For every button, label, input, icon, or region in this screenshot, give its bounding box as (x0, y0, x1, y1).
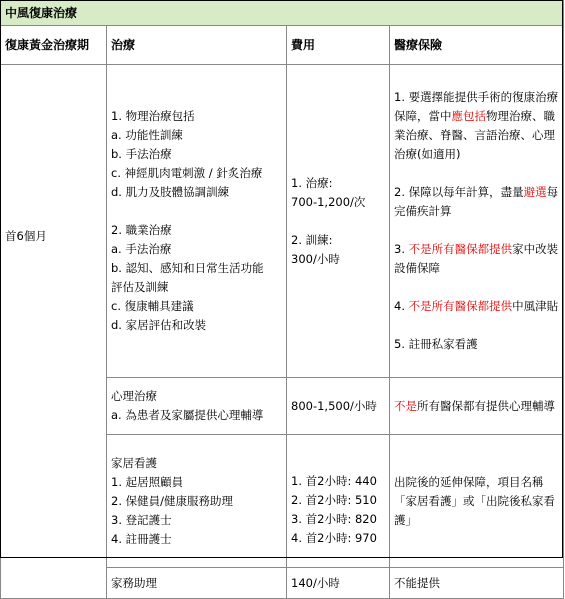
ot-item: 評估及訓練 (111, 280, 169, 294)
treatment-item: a. 為患者及家屬提供心理輔導 (111, 408, 264, 422)
cost-line: 1. 首2小時: 440 (291, 474, 377, 488)
treatment-item: 3. 登記護士 (111, 512, 172, 527)
insurance-home-care: 出院後的延伸保障，項目名稱「家居看護」或「出院後私家看護」 (390, 435, 564, 568)
insurance-psychology: 不是所有醫保都有提供心理輔導 (390, 378, 564, 435)
insurance-note-3: 3. 不是所有醫保都提供家中改裝設備保障 (394, 242, 559, 275)
treatment-domestic-helper: 家務助理 (107, 568, 287, 599)
table-title: 中風復康治療 (1, 1, 564, 26)
treatment-title: 家居看護 (111, 455, 157, 470)
cost-psychology: 800-1,500/小時 (287, 378, 390, 435)
treatment-item: 4. 註冊護士 (111, 531, 172, 546)
pt-item: d. 肌力及肢體協調訓練 (111, 185, 230, 199)
cost-domestic-helper: 140/小時 (287, 568, 390, 599)
cost-line: 4. 首2小時: 970 (291, 531, 377, 545)
header-treatment: 治療 (107, 26, 287, 65)
header-insurance: 醫療保險 (390, 26, 564, 65)
pt-item: b. 手法治療 (111, 147, 172, 161)
treatment-title: 心理治療 (111, 389, 157, 403)
pt-item: c. 神經肌肉電刺激 / 針炙治療 (111, 166, 263, 180)
ot-item: d. 家居評估和改裝 (111, 318, 207, 332)
ot-item: a. 手法治療 (111, 242, 172, 256)
cost-line: 2. 首2小時: 510 (291, 493, 377, 507)
ot-item: b. 認知、感知和日常生活功能 (111, 261, 264, 275)
ot-title: 2. 職業治療 (111, 223, 172, 237)
insurance-domestic-helper: 不能提供 (390, 568, 564, 599)
cost-line: 2. 訓練: (291, 232, 333, 247)
cost-line: 700-1,200/次 (291, 194, 366, 209)
insurance-note-1: 1. 要選擇能提供手術的復康治療保障，當中應包括物理治療、職業治療、脊醫、言語治療、心理治療(如適用) (394, 90, 559, 161)
period-first-six-months: 首6個月 (1, 65, 107, 599)
cost-line: 1. 治療: (291, 175, 333, 190)
ot-item: c. 復康輔具建議 (111, 299, 194, 313)
pt-item: a. 功能性訓練 (111, 128, 183, 142)
cost-line: 3. 首2小時: 820 (291, 512, 377, 526)
treatment-item: 2. 保健員/健康服務助理 (111, 493, 234, 508)
cost-line: 300/小時 (291, 251, 340, 266)
insurance-note-5: 5. 註冊私家看護 (394, 337, 478, 351)
treatment-item: 1. 起居照顧員 (111, 474, 184, 489)
pt-title: 1. 物理治療包括 (111, 109, 195, 123)
header-cost: 費用 (287, 26, 390, 65)
header-period: 復康黃金治療期 (1, 26, 107, 65)
insurance-note-2: 2. 保障以每年計算，盡量避選每完備疾計算 (394, 185, 559, 218)
insurance-note-4: 4. 不是所有醫保都提供中風津貼 (394, 299, 559, 313)
